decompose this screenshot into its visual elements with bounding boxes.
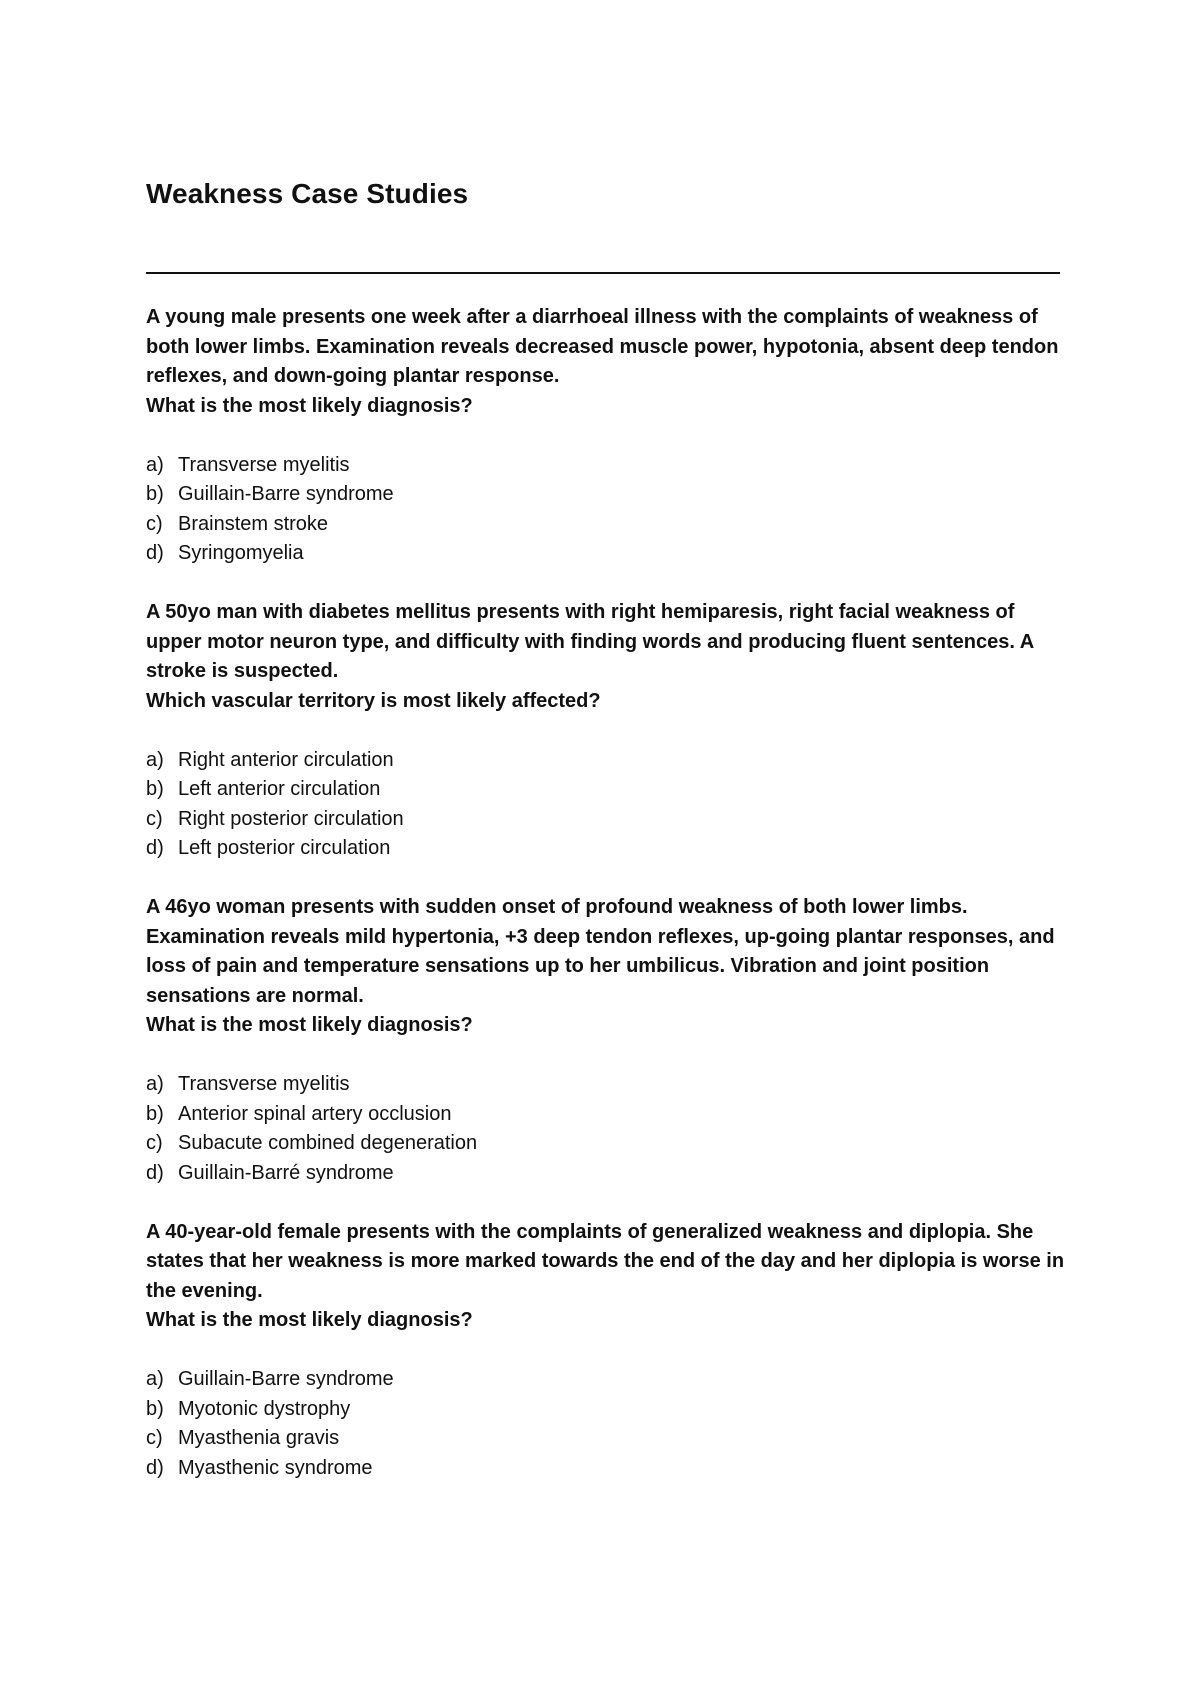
answer-option	[146, 1365, 1066, 1395]
answer-option	[146, 510, 1066, 540]
option-letter: d)	[146, 1161, 164, 1184]
case-question: What is the most likely diagnosis?	[146, 1309, 473, 1331]
answer-options	[146, 451, 1066, 569]
answer-options	[146, 746, 1066, 864]
case-stem	[146, 303, 1066, 392]
option-letter: d)	[146, 837, 164, 859]
case-3	[146, 893, 1066, 1188]
document-title: Weakness Case Studies	[146, 178, 469, 209]
case-question: What is the most likely diagnosis?	[146, 394, 473, 417]
answer-option	[146, 1424, 1066, 1454]
answer-option	[146, 746, 1066, 776]
option-text: Guillain-Barré syndrome	[178, 1161, 394, 1184]
case-stem-text: A 50yo man with diabetes mellitus presents with right hemiparesis, right facial weakness of upper motor neuron type, and difficulty with finding words and producing fluent sentences. A stroke is suspected.	[146, 601, 1034, 682]
option-text: Left posterior circulation	[178, 837, 391, 859]
answer-option	[146, 451, 1066, 481]
answer-options	[146, 1365, 1066, 1483]
case-stem	[146, 893, 1066, 1011]
option-letter: c)	[146, 1132, 163, 1154]
answer-option	[146, 775, 1066, 805]
option-letter: d)	[146, 542, 164, 564]
case-list	[146, 303, 1066, 1513]
option-text: Myasthenic syndrome	[178, 1456, 373, 1479]
option-letter: b)	[146, 1102, 164, 1125]
option-letter: a)	[146, 1073, 164, 1095]
case-4	[146, 1218, 1066, 1484]
answer-option	[146, 1070, 1066, 1100]
option-letter: c)	[146, 1427, 163, 1449]
option-text: Left anterior circulation	[178, 778, 381, 800]
case-stem	[146, 1218, 1066, 1307]
case-1	[146, 303, 1066, 569]
option-text: Right anterior circulation	[178, 748, 394, 771]
option-letter: a)	[146, 1368, 164, 1390]
option-text: Guillain-Barre syndrome	[178, 1368, 394, 1390]
option-letter: b)	[146, 483, 164, 505]
option-text: Myasthenia gravis	[178, 1427, 340, 1449]
option-letter: d)	[146, 1456, 164, 1479]
answer-option	[146, 1100, 1066, 1130]
option-text: Transverse myelitis	[178, 1073, 350, 1095]
answer-option	[146, 1454, 1066, 1484]
option-text: Right posterior circulation	[178, 807, 404, 830]
option-letter: c)	[146, 512, 163, 535]
answer-option	[146, 1395, 1066, 1425]
answer-option	[146, 834, 1066, 864]
option-text: Transverse myelitis	[178, 453, 350, 476]
option-text: Guillain-Barre syndrome	[178, 483, 394, 505]
answer-options	[146, 1070, 1066, 1188]
case-stem-text: A 46yo woman presents with sudden onset of profound weakness of both lower limbs. Examination reveals mild hypertonia, +3 deep tendon reflexes, up-going plantar responses, and loss of pain and temperature sensations up to her umbilicus. Vibration and joint position sensations are normal.	[146, 896, 1055, 1007]
case-stem-text: A 40-year-old female presents with the complaints of generalized weakness and diplopia. She states that her weakness is more marked towards the end of the day and her diplopia is worse in the evening.	[146, 1220, 1065, 1302]
case-2	[146, 598, 1066, 864]
case-stem-text: A young male presents one week after a diarrhoeal illness with the complaints of weakness of both lower limbs. Examination reveals decreased muscle power, hypotonia, absent deep tendon reflexes, and down-going plantar response.	[146, 306, 1059, 387]
option-text: Anterior spinal artery occlusion	[178, 1102, 452, 1125]
option-text: Subacute combined degeneration	[178, 1132, 478, 1154]
option-text: Brainstem stroke	[178, 512, 329, 535]
answer-option	[146, 480, 1066, 510]
option-letter: c)	[146, 807, 163, 830]
answer-option	[146, 805, 1066, 835]
option-letter: b)	[146, 1397, 164, 1420]
answer-option	[146, 539, 1066, 569]
case-stem	[146, 598, 1066, 687]
answer-option	[146, 1129, 1066, 1159]
option-text: Syringomyelia	[178, 542, 304, 564]
answer-option	[146, 1159, 1066, 1189]
option-letter: a)	[146, 748, 164, 771]
case-question: What is the most likely diagnosis?	[146, 1014, 473, 1036]
option-letter: a)	[146, 453, 164, 476]
title-divider	[146, 272, 1060, 274]
option-text: Myotonic dystrophy	[178, 1397, 351, 1420]
option-letter: b)	[146, 778, 164, 800]
case-question: Which vascular territory is most likely affected?	[146, 689, 601, 712]
